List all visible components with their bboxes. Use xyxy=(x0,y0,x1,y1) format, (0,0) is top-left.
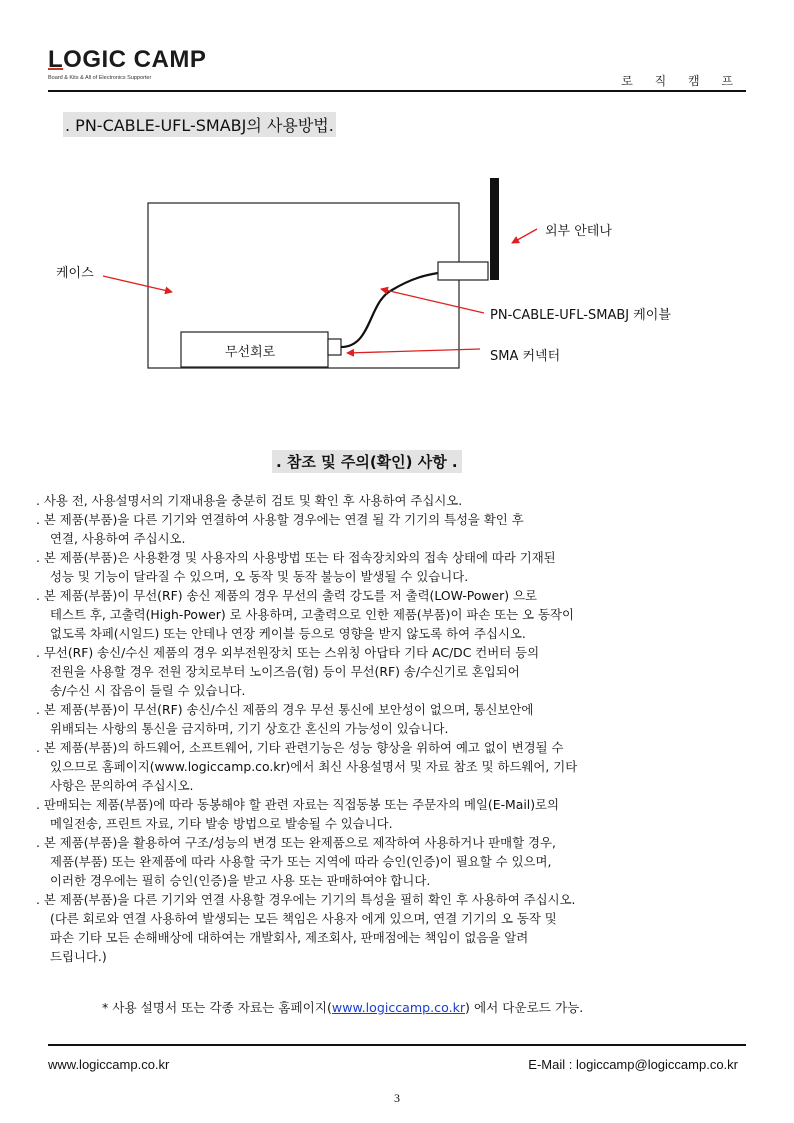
notice-line: 성능 및 기능이 달라질 수 있으며, 오 동작 및 동작 불능이 발생될 수 있습니다. xyxy=(50,569,469,584)
notice-line: 테스트 후, 고출력(High-Power) 로 사용하며, 고출력으로 인한 제품(부품)이 파손 또는 오 동작이 xyxy=(50,607,574,622)
antenna-arrow xyxy=(512,229,537,243)
footer-divider xyxy=(48,1044,746,1046)
notice-line: 없도록 차페(시일드) 또는 안테나 연장 케이블 등으로 영향을 받지 않도록 하여 주십시오. xyxy=(50,626,526,641)
case-arrow xyxy=(103,276,172,292)
notice-line: . 본 제품(부품)이 무선(RF) 송신/수신 제품의 경우 무선 통신에 보안성이 없으며, 통신보안에 xyxy=(36,702,534,717)
cable-arrow xyxy=(381,289,484,313)
notice-line: . 본 제품(부품)을 다른 기기와 연결 사용할 경우에는 기기의 특성을 필히 확인 후 사용하여 주십시오. xyxy=(36,892,576,907)
homepage-link[interactable]: www.logiccamp.co.kr xyxy=(331,1000,466,1015)
diagram-graphic xyxy=(0,0,794,400)
notice-line: . 본 제품(부품)을 활용하여 구조/성능의 변경 또는 완제품으로 제작하여 사용하거나 판매할 경우, xyxy=(36,835,556,850)
notice-line: 위배되는 사항의 통신을 금지하며, 기기 상호간 혼신의 가능성이 있습니다. xyxy=(50,721,449,736)
notice-line: (다른 회로와 연결 사용하여 발생되는 모든 책임은 사용자 에게 있으며, 연결 기기의 오 동작 및 xyxy=(50,911,557,926)
notice-line: 드립니다.) xyxy=(50,949,107,964)
notice-item xyxy=(36,491,766,510)
download-notice xyxy=(102,997,583,1016)
cable-label: PN-CABLE-UFL-SMABJ 케이블 xyxy=(490,308,671,323)
notice-item xyxy=(36,738,766,795)
sma-arrow xyxy=(347,349,480,353)
notice-line: 전원을 사용할 경우 전원 장치로부터 노이즈음(험) 등이 무선(RF) 송/수신기로 혼입되어 xyxy=(50,664,520,679)
case-label: 케이스 xyxy=(56,266,94,281)
page-number: 3 xyxy=(394,1091,400,1105)
notice-item xyxy=(36,510,766,548)
sma-label: SMA 커넥터 xyxy=(490,349,561,364)
download-prefix: * 사용 설명서 또는 각종 자료는 홈페이지( xyxy=(102,1000,332,1015)
notice-line: . 본 제품(부품)은 사용환경 및 사용자의 사용방법 또는 타 접속장치와의 접속 상태에 따라 기재된 xyxy=(36,550,556,565)
download-suffix: ) 에서 다운로드 가능. xyxy=(465,1000,584,1015)
notice-item xyxy=(36,890,766,966)
notice-item xyxy=(36,795,766,833)
notice-line: 있으므로 홈페이지(www.logiccamp.co.kr)에서 최신 사용설명서 및 자료 참조 및 하드웨어, 기타 xyxy=(50,759,578,774)
footer-email: E-Mail : logiccamp@logiccamp.co.kr xyxy=(528,1057,738,1072)
logo-tagline: Board & Kits & All of Electronics Supporter xyxy=(48,75,152,81)
section-title: . PN-CABLE-UFL-SMABJ의 사용방법. xyxy=(63,112,336,137)
notice-line: 사항은 문의하여 주십시오. xyxy=(50,778,194,793)
notice-line: . 본 제품(부품)의 하드웨어, 소프트웨어, 기타 관련기능은 성능 향상을 위하여 예고 없이 변경될 수 xyxy=(36,740,564,755)
antenna-label: 외부 안테나 xyxy=(545,224,612,239)
notice-item xyxy=(36,643,766,700)
cable-line xyxy=(341,273,438,347)
notice-line: . 사용 전, 사용설명서의 기재내용을 충분히 검토 및 확인 후 사용하여 주십시오. xyxy=(36,493,463,508)
notice-line: . 무선(RF) 송신/수신 제품의 경우 외부전원장치 또는 스위칭 아답타 기타 AC/DC 컨버터 등의 xyxy=(36,645,540,660)
circuit-label: 무선회로 xyxy=(225,345,276,360)
notice-item xyxy=(36,586,766,643)
notice-line: 제품(부품) 또는 완제품에 따라 사용할 국가 또는 지역에 따라 승인(인증)이 필요할 수 있으며, xyxy=(50,854,552,869)
notice-item xyxy=(36,548,766,586)
ufl-connector-shape xyxy=(438,262,488,280)
notice-line: . 본 제품(부품)이 무선(RF) 송신 제품의 경우 무선의 출력 강도를 저 출력(LOW-Power) 으로 xyxy=(36,588,537,603)
notice-line: . 판매되는 제품(부품)에 따라 동봉해야 할 관련 자료는 직접동봉 또는 주문자의 메일(E-Mail)로의 xyxy=(36,797,559,812)
footer-website: www.logiccamp.co.kr xyxy=(48,1057,170,1072)
notice-line: 송/수신 시 잡음이 들릴 수 있습니다. xyxy=(50,683,246,698)
sma-connector-shape xyxy=(328,339,341,355)
logo-rest: OGIC CAMP xyxy=(63,46,207,73)
notice-line: 메일전송, 프린트 자료, 기타 발송 방법으로 발송될 수 있습니다. xyxy=(50,816,393,831)
notice-title: . 참조 및 주의(확인) 사항 . xyxy=(272,450,462,473)
logo-first-letter: L xyxy=(48,46,64,73)
notice-item xyxy=(36,700,766,738)
notice-line: 파손 기타 모든 손해배상에 대하여는 개발회사, 제조회사, 판매점에는 책임이 없음을 알려 xyxy=(50,930,529,945)
notice-list xyxy=(36,491,766,966)
notice-line: 이러한 경우에는 필히 승인(인증)을 받고 사용 또는 판매하여야 합니다. xyxy=(50,873,431,888)
notice-line: 연결, 사용하여 주십시오. xyxy=(50,531,186,546)
notice-item xyxy=(36,833,766,890)
antenna-shape xyxy=(490,178,499,280)
company-name-korean: 로 직 캠 프 xyxy=(621,74,742,88)
notice-line: . 본 제품(부품)을 다른 기기와 연결하여 사용할 경우에는 연결 될 각 기기의 특성을 확인 후 xyxy=(36,512,524,527)
case-box xyxy=(148,203,459,368)
usage-diagram xyxy=(0,0,794,400)
